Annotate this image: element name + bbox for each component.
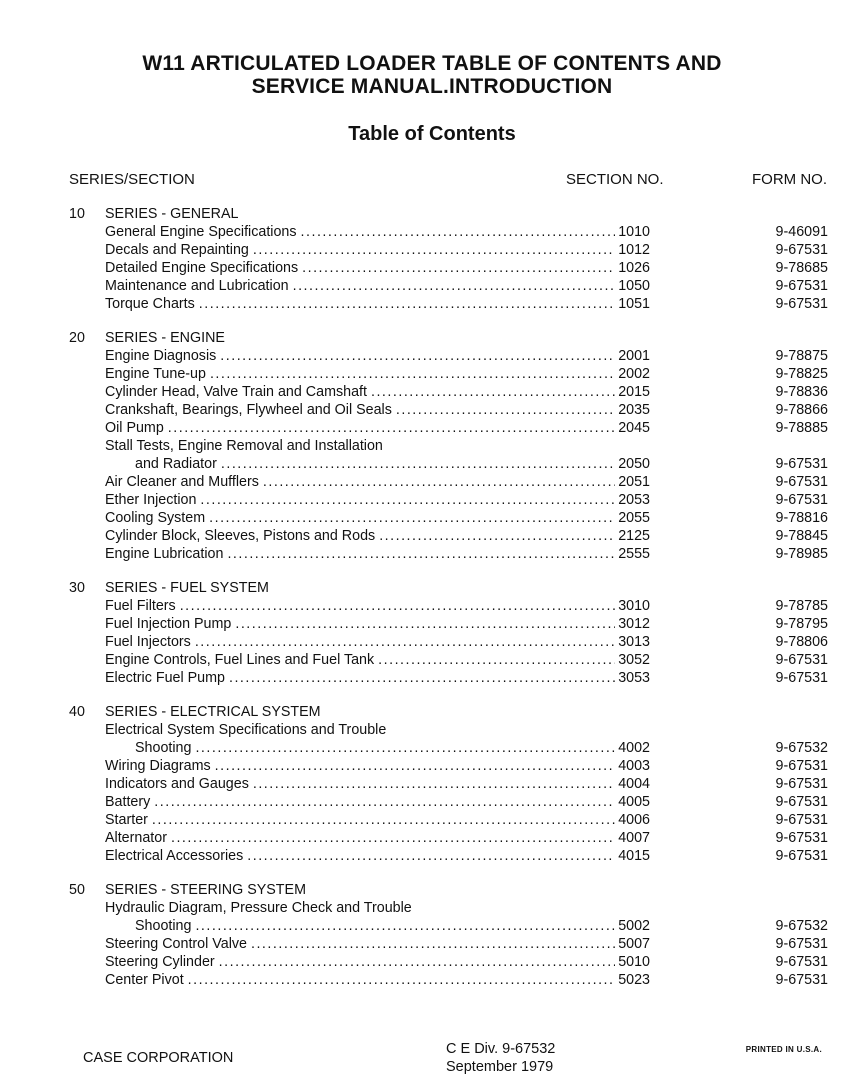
entry-form-number: 9-46091: [775, 224, 828, 240]
entry-title: Shooting: [135, 740, 192, 756]
footer-date: September 1979: [446, 1059, 554, 1075]
dot-leader: [215, 757, 616, 775]
entry-form-number: 9-67531: [775, 758, 828, 774]
entry-title: Cylinder Block, Sleeves, Pistons and Rods: [105, 528, 376, 544]
toc-entry: [105, 401, 650, 419]
toc-entry: [105, 953, 650, 971]
entry-section-number: 3010: [618, 598, 650, 614]
entry-title: Maintenance and Lubrication: [105, 278, 289, 294]
toc-entry: [105, 365, 650, 383]
dot-leader: [210, 365, 615, 383]
entry-section-number: 4005: [618, 794, 650, 810]
toc-entry-row: [0, 829, 864, 847]
dot-leader: [227, 545, 615, 563]
toc-entry: [105, 899, 705, 917]
dot-leader: [195, 917, 615, 935]
entry-section-number: 3053: [618, 670, 650, 686]
toc-entry: [105, 651, 650, 669]
entry-title: Alternator: [105, 830, 167, 846]
toc-entry: [105, 615, 650, 633]
toc-entry-row: [0, 971, 864, 989]
dot-leader: [253, 241, 615, 259]
toc-entry-row: [0, 597, 864, 615]
entry-title: Fuel Injectors: [105, 634, 191, 650]
entry-form-number: 9-67531: [775, 278, 828, 294]
entry-section-number: 3012: [618, 616, 650, 632]
series-title: SERIES - ELECTRICAL SYSTEM: [105, 704, 321, 720]
toc-entry-row: [0, 633, 864, 651]
entry-title: Torque Charts: [105, 296, 195, 312]
toc-entry-row: [0, 223, 864, 241]
toc-entry-row: [0, 935, 864, 953]
toc-entry-row: [0, 651, 864, 669]
toc-entry-row: [0, 793, 864, 811]
dot-leader: [253, 775, 615, 793]
dot-leader: [219, 953, 616, 971]
entry-form-number: 9-67531: [775, 794, 828, 810]
toc-entry-row: [0, 295, 864, 313]
entry-form-number: 9-78816: [775, 510, 828, 526]
entry-title: Cylinder Head, Valve Train and Camshaft: [105, 384, 367, 400]
series-section: [0, 881, 864, 989]
series-number: 50: [69, 882, 85, 898]
entry-title: Cooling System: [105, 510, 206, 526]
dot-leader: [301, 223, 616, 241]
column-header-series-section: SERIES/SECTION: [69, 171, 195, 188]
entry-section-number: 5023: [618, 972, 650, 988]
toc-entry-row: [0, 419, 864, 437]
entry-title: Detailed Engine Specifications: [105, 260, 299, 276]
toc-entry-row: [0, 365, 864, 383]
entry-section-number: 3052: [618, 652, 650, 668]
toc-entry-row: [0, 669, 864, 687]
entry-section-number: 2035: [618, 402, 650, 418]
entry-title: Oil Pump: [105, 420, 164, 436]
entry-form-number: 9-67531: [775, 670, 828, 686]
toc-entry: [105, 527, 650, 545]
entry-section-number: 2001: [618, 348, 650, 364]
entry-form-number: 9-78806: [775, 634, 828, 650]
entry-form-number: 9-67531: [775, 652, 828, 668]
dot-leader: [263, 473, 615, 491]
entry-form-number: 9-78785: [775, 598, 828, 614]
toc-entry: [105, 277, 650, 295]
series-header-row: [0, 205, 864, 223]
toc-entry: [105, 491, 650, 509]
entry-title: Engine Lubrication: [105, 546, 224, 562]
entry-section-number: 2053: [618, 492, 650, 508]
series-number: 40: [69, 704, 85, 720]
dot-leader: [200, 491, 615, 509]
toc-entry: [105, 223, 650, 241]
entry-title: Hydraulic Diagram, Pressure Check and Trouble: [105, 900, 412, 916]
entry-form-number: 9-67532: [775, 918, 828, 934]
toc-entry: [105, 383, 650, 401]
entry-title: Crankshaft, Bearings, Flywheel and Oil Seals: [105, 402, 392, 418]
entry-title: Steering Cylinder: [105, 954, 215, 970]
document-title: [0, 52, 864, 98]
entry-title: and Radiator: [135, 456, 217, 472]
toc-entry: [105, 633, 650, 651]
toc-entry: [135, 917, 650, 935]
toc-entry: [105, 971, 650, 989]
toc-entry-row: [0, 527, 864, 545]
toc-entry-row: [0, 241, 864, 259]
toc-entry-row: [0, 455, 864, 473]
entry-title: Engine Diagnosis: [105, 348, 217, 364]
series-title: SERIES - ENGINE: [105, 330, 225, 346]
dot-leader: [371, 383, 615, 401]
toc-entry-row: [0, 917, 864, 935]
dot-leader: [154, 793, 615, 811]
series-section: [0, 205, 864, 313]
toc-entry-row: [0, 811, 864, 829]
entry-form-number: 9-78795: [775, 616, 828, 632]
entry-form-number: 9-67531: [775, 830, 828, 846]
entry-section-number: 4003: [618, 758, 650, 774]
entry-section-number: 2015: [618, 384, 650, 400]
entry-title: Steering Control Valve: [105, 936, 247, 952]
entry-section-number: 1051: [618, 296, 650, 312]
dot-leader: [195, 739, 615, 757]
footer-division-block: [446, 1040, 555, 1076]
entry-section-number: 2045: [618, 420, 650, 436]
footer-printed: PRINTED IN U.S.A.: [745, 1045, 822, 1054]
series-title: SERIES - FUEL SYSTEM: [105, 580, 269, 596]
series-header-row: [0, 881, 864, 899]
toc-entry: [135, 739, 650, 757]
entry-form-number: 9-78866: [775, 402, 828, 418]
entry-form-number: 9-67531: [775, 474, 828, 490]
dot-leader: [235, 615, 615, 633]
dot-leader: [293, 277, 616, 295]
dot-leader: [152, 811, 615, 829]
dot-leader: [180, 597, 615, 615]
toc-entry: [105, 419, 650, 437]
dot-leader: [188, 971, 616, 989]
dot-leader: [379, 527, 615, 545]
toc-entry: [105, 509, 650, 527]
entry-form-number: 9-78985: [775, 546, 828, 562]
entry-form-number: 9-78836: [775, 384, 828, 400]
entry-title: Starter: [105, 812, 148, 828]
entry-form-number: 9-67531: [775, 296, 828, 312]
entry-form-number: 9-78825: [775, 366, 828, 382]
entry-title: Engine Tune-up: [105, 366, 206, 382]
entry-section-number: 2125: [618, 528, 650, 544]
entry-title: Center Pivot: [105, 972, 184, 988]
toc-entry-row: [0, 383, 864, 401]
toc-entry: [105, 935, 650, 953]
entry-title: Electrical System Specifications and Trouble: [105, 722, 387, 738]
toc-entry-row: [0, 953, 864, 971]
entry-title: Electric Fuel Pump: [105, 670, 225, 686]
entry-section-number: 1026: [618, 260, 650, 276]
entry-title: General Engine Specifications: [105, 224, 297, 240]
entry-form-number: 9-78685: [775, 260, 828, 276]
dot-leader: [195, 633, 615, 651]
column-header-section-no: SECTION NO.: [566, 171, 664, 188]
toc-entry-row: [0, 509, 864, 527]
entry-title: Wiring Diagrams: [105, 758, 211, 774]
footer-division: C E Div. 9-67532: [446, 1041, 556, 1057]
dot-leader: [229, 669, 615, 687]
entry-title: Battery: [105, 794, 151, 810]
toc-entry-row: [0, 545, 864, 563]
entry-section-number: 5007: [618, 936, 650, 952]
entry-section-number: 4015: [618, 848, 650, 864]
entry-title: Air Cleaner and Mufflers: [105, 474, 259, 490]
series-number: 20: [69, 330, 85, 346]
entry-form-number: 9-67531: [775, 812, 828, 828]
toc-entry: [105, 473, 650, 491]
entry-form-number: 9-67531: [775, 242, 828, 258]
toc-entry: [105, 597, 650, 615]
series-section: [0, 579, 864, 687]
entry-title: Fuel Injection Pump: [105, 616, 232, 632]
entry-form-number: 9-67531: [775, 456, 828, 472]
toc-entry-row: [0, 491, 864, 509]
toc-entry-row: [0, 899, 864, 917]
entry-form-number: 9-67531: [775, 848, 828, 864]
series-header-row: [0, 329, 864, 347]
entry-form-number: 9-67531: [775, 936, 828, 952]
toc-entry-row: [0, 739, 864, 757]
entry-section-number: 5010: [618, 954, 650, 970]
toc-entry-row: [0, 721, 864, 739]
entry-section-number: 4007: [618, 830, 650, 846]
entry-section-number: 1010: [618, 224, 650, 240]
series-title: SERIES - GENERAL: [105, 206, 239, 222]
toc-entry-row: [0, 615, 864, 633]
toc-entry-row: [0, 277, 864, 295]
entry-section-number: 1050: [618, 278, 650, 294]
toc-entry-row: [0, 437, 864, 455]
table-of-contents: [0, 205, 864, 1005]
toc-entry-row: [0, 775, 864, 793]
dot-leader: [221, 455, 615, 473]
dot-leader: [396, 401, 615, 419]
series-section: [0, 329, 864, 563]
entry-section-number: 3013: [618, 634, 650, 650]
column-header-form-no: FORM NO.: [752, 171, 827, 188]
entry-section-number: 5002: [618, 918, 650, 934]
dot-leader: [251, 935, 615, 953]
dot-leader: [220, 347, 615, 365]
toc-entry: [135, 455, 650, 473]
entry-form-number: 9-78885: [775, 420, 828, 436]
toc-entry: [105, 295, 650, 313]
toc-entry: [105, 775, 650, 793]
toc-entry: [105, 757, 650, 775]
entry-title: Shooting: [135, 918, 192, 934]
entry-section-number: 2002: [618, 366, 650, 382]
toc-entry: [105, 811, 650, 829]
entry-form-number: 9-67531: [775, 776, 828, 792]
entry-title: Electrical Accessories: [105, 848, 244, 864]
dot-leader: [247, 847, 615, 865]
toc-entry: [105, 829, 650, 847]
toc-entry: [105, 793, 650, 811]
entry-form-number: 9-67531: [775, 492, 828, 508]
dot-leader: [168, 419, 615, 437]
dot-leader: [209, 509, 615, 527]
toc-entry: [105, 259, 650, 277]
dot-leader: [378, 651, 615, 669]
toc-entry: [105, 669, 650, 687]
title-line-2: SERVICE MANUAL.INTRODUCTION: [251, 75, 613, 98]
entry-form-number: 9-67532: [775, 740, 828, 756]
dot-leader: [302, 259, 615, 277]
toc-entry-row: [0, 757, 864, 775]
toc-entry: [105, 347, 650, 365]
entry-section-number: 4006: [618, 812, 650, 828]
series-title: SERIES - STEERING SYSTEM: [105, 882, 306, 898]
entry-form-number: 9-67531: [775, 954, 828, 970]
entry-title: Ether Injection: [105, 492, 197, 508]
entry-title: Stall Tests, Engine Removal and Installation: [105, 438, 383, 454]
toc-entry: [105, 437, 705, 455]
toc-entry: [105, 721, 705, 739]
series-section: [0, 703, 864, 865]
entry-section-number: 4004: [618, 776, 650, 792]
entry-form-number: 9-67531: [775, 972, 828, 988]
title-line-1: W11 ARTICULATED LOADER TABLE OF CONTENTS AND: [142, 52, 722, 75]
entry-title: Decals and Repainting: [105, 242, 249, 258]
toc-entry-row: [0, 473, 864, 491]
dot-leader: [199, 295, 615, 313]
dot-leader: [171, 829, 615, 847]
series-number: 10: [69, 206, 85, 222]
entry-section-number: 2050: [618, 456, 650, 472]
toc-entry: [105, 847, 650, 865]
toc-entry-row: [0, 847, 864, 865]
toc-entry-row: [0, 259, 864, 277]
entry-form-number: 9-78845: [775, 528, 828, 544]
toc-entry-row: [0, 401, 864, 419]
toc-entry: [105, 545, 650, 563]
entry-form-number: 9-78875: [775, 348, 828, 364]
entry-section-number: 2055: [618, 510, 650, 526]
entry-title: Indicators and Gauges: [105, 776, 249, 792]
entry-section-number: 2051: [618, 474, 650, 490]
entry-title: Fuel Filters: [105, 598, 176, 614]
entry-section-number: 4002: [618, 740, 650, 756]
series-header-row: [0, 703, 864, 721]
entry-section-number: 1012: [618, 242, 650, 258]
footer-company: CASE CORPORATION: [83, 1050, 234, 1066]
toc-entry: [105, 241, 650, 259]
series-number: 30: [69, 580, 85, 596]
toc-entry-row: [0, 347, 864, 365]
entry-title: Engine Controls, Fuel Lines and Fuel Tank: [105, 652, 375, 668]
entry-section-number: 2555: [618, 546, 650, 562]
toc-heading: Table of Contents: [348, 123, 516, 145]
series-header-row: [0, 579, 864, 597]
